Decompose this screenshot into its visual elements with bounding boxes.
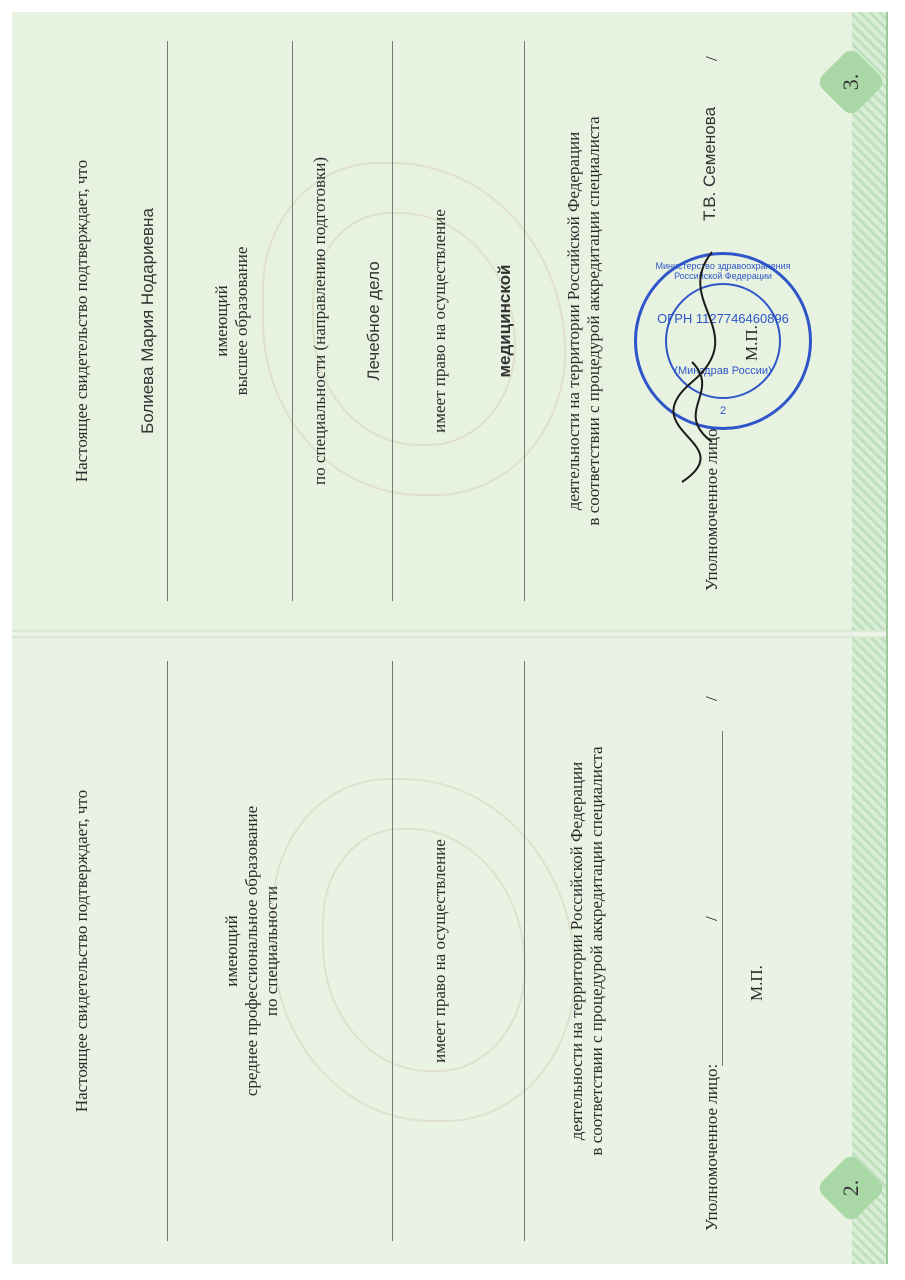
authorized-label: Уполномоченное лицо (702, 428, 721, 591)
certificate-sheet (12, 12, 888, 1264)
holder-name: Болиева Мария Нодариевна (138, 208, 157, 434)
right-label: имеет право на осуществление (430, 839, 449, 1063)
divider (392, 41, 393, 601)
page-fold (12, 630, 886, 638)
activity-line-1: деятельности на территории Российской Федерации (564, 131, 583, 511)
stamp-ogrn: ОГРН 1127746460896 (657, 311, 789, 326)
seal-label: М.П. (742, 325, 761, 361)
signatory-name: Т.В. Семенова (700, 106, 719, 221)
page-2 (12, 638, 886, 1264)
education-level: среднее профессиональное образование (242, 805, 261, 1097)
stamp-outer-text: Министерство здравоохранения Российской Федерации (655, 261, 791, 281)
slash: / (702, 56, 721, 61)
having-label: имеющий (212, 285, 231, 357)
divider (167, 661, 168, 1241)
divider (392, 661, 393, 1241)
stamp-number: 2 (719, 405, 727, 417)
page-2-text (12, 641, 886, 1261)
stamp-abbr: (Минздрав России) (674, 365, 772, 377)
divider (524, 41, 525, 601)
specialty-label: по специальности (направлению подготовки) (310, 156, 329, 486)
activity-line-2: в соответствии с процедурой аккредитации специалиста (587, 746, 606, 1156)
signature (652, 242, 772, 492)
specialty-value: Лечебное дело (364, 261, 383, 381)
slash: / (702, 696, 721, 701)
seal-label: М.П. (747, 965, 766, 1001)
specialty-label: по специальности (262, 885, 281, 1017)
page-3 (12, 12, 886, 630)
page-number-badge: 2. (816, 1153, 886, 1224)
signature-line (722, 731, 723, 1066)
activity-type: медицинской (495, 264, 514, 378)
activity-line-2: в соответствии с процедурой аккредитации специалиста (584, 116, 603, 526)
divider (167, 41, 168, 601)
divider (292, 41, 293, 601)
right-label: имеет право на осуществление (430, 209, 449, 433)
intro-text: Настоящее свидетельство подтверждает, что (72, 159, 91, 483)
page-number-badge: 3. (816, 47, 886, 118)
having-label: имеющий (222, 915, 241, 987)
activity-line-1: деятельности на территории Российской Федерации (567, 761, 586, 1141)
authorized-label: Уполномоченное лицо: (702, 1063, 721, 1231)
education-level: высшее образование (232, 246, 251, 396)
slash: / (702, 916, 721, 921)
divider (524, 661, 525, 1241)
intro-text: Настоящее свидетельство подтверждает, что (72, 789, 91, 1113)
